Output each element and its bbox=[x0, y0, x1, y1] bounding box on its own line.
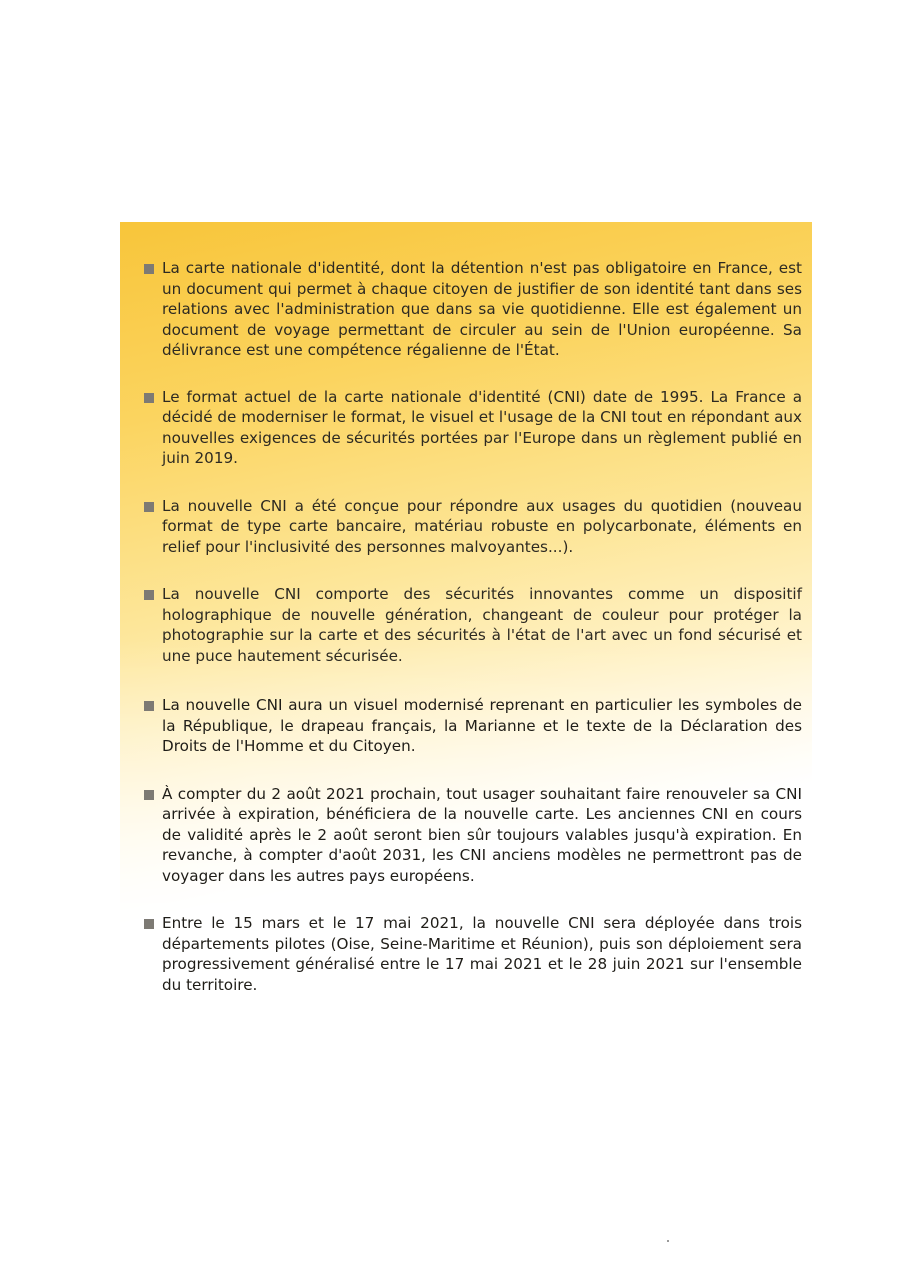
paragraph-text: Le format actuel de la carte nationale d'identité (CNI) date de 1995. La France a décidé de moderniser le format, le visuel et l'usage de la CNI tout en répondant aux nouvelles exigences de sécurités portées par l'Europe dans un règlement publié en juin 2019. bbox=[162, 387, 802, 467]
paragraph-text: À compter du 2 août 2021 prochain, tout usager souhaitant faire renouveler sa CNI arrivée à expiration, bénéficiera de la nouvelle carte. Les anciennes CNI en cours de validité après le 2 août seront bien sûr toujours valables jusqu'à expiration. En revanche, à compter d'août 2031, les CNI anciens modèles ne permettront pas de voyager dans les autres pays européens. bbox=[162, 784, 802, 885]
list-item bbox=[140, 784, 802, 887]
list-item bbox=[140, 584, 802, 666]
square-bullet-icon bbox=[144, 393, 154, 403]
square-bullet-icon bbox=[144, 264, 154, 274]
list-item bbox=[140, 387, 802, 469]
scan-speck bbox=[667, 1240, 669, 1242]
paragraph-text: Entre le 15 mars et le 17 mai 2021, la nouvelle CNI sera déployée dans trois départements pilotes (Oise, Seine-Maritime et Réunion), puis son déploiement sera progressivement généralisé entre le 17 mai 2021 et le 28 juin 2021 sur l'ensemble du territoire. bbox=[162, 914, 802, 994]
paragraph-text: La nouvelle CNI comporte des sécurités innovantes comme un dispositif holographique de nouvelle génération, changeant de couleur pour protéger la photographie sur la carte et des sécurités à l'état de l'art avec un fond sécurisé et une puce hautement sécurisée. bbox=[162, 585, 802, 665]
list-item bbox=[140, 695, 802, 757]
square-bullet-icon bbox=[144, 502, 154, 512]
paragraph-text: La nouvelle CNI a été conçue pour répondre aux usages du quotidien (nouveau format de type carte bancaire, matériau robuste en polycarbonate, éléments en relief pour l'inclusivité des personnes malvoyantes...). bbox=[162, 496, 802, 556]
list-item bbox=[140, 496, 802, 558]
square-bullet-icon bbox=[144, 590, 154, 600]
paragraph-text: La nouvelle CNI aura un visuel modernisé reprenant en particulier les symboles de la République, le drapeau français, la Marianne et le texte de la Déclaration des Droits de l'Homme et du Citoyen. bbox=[162, 696, 802, 755]
square-bullet-icon bbox=[144, 790, 154, 800]
list-item bbox=[140, 258, 802, 361]
paragraph-text: La carte nationale d'identité, dont la détention n'est pas obligatoire en France, est un document qui permet à chaque citoyen de justifier de son identité tant dans ses relations avec l'administration que dans sa vie quotidienne. Elle est également un document de voyage permettant de circuler au sein de l'Union européenne. Sa délivrance est une compétence régalienne de l'État. bbox=[162, 259, 802, 359]
square-bullet-icon bbox=[144, 919, 154, 929]
list-item bbox=[140, 913, 802, 995]
square-bullet-icon bbox=[144, 701, 154, 711]
bullet-list bbox=[140, 258, 802, 995]
